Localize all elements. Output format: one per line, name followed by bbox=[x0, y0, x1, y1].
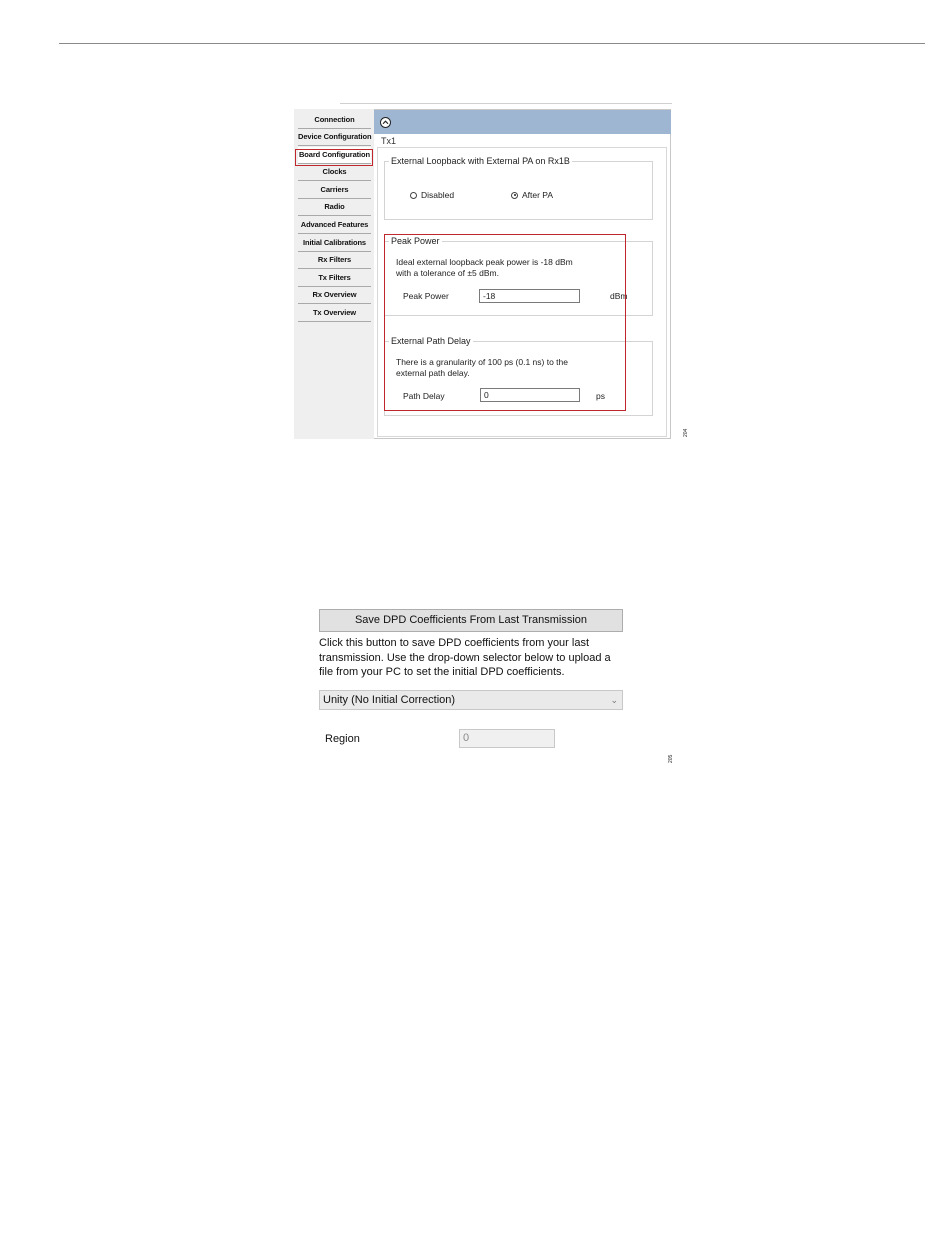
highlight-box bbox=[384, 234, 626, 411]
path-delay-unit: ps bbox=[596, 391, 605, 401]
chevron-down-icon[interactable]: ⌄ bbox=[610, 695, 618, 705]
path-delay-group-title: External Path Delay bbox=[391, 336, 471, 346]
radio-after-pa[interactable] bbox=[511, 190, 553, 200]
sidebar-item-rx-overview[interactable]: Rx Overview bbox=[298, 287, 371, 304]
tx-label: Tx1 bbox=[381, 136, 397, 146]
dpd-select-value: Unity (No Initial Correction) bbox=[323, 694, 456, 706]
radio-disabled-label: Disabled bbox=[421, 190, 455, 200]
peak-power-desc-line: Ideal external loopback peak power is -18 dBm bbox=[396, 257, 573, 267]
radio-after-pa-circle[interactable] bbox=[511, 192, 518, 199]
panel-header bbox=[374, 110, 671, 134]
peak-power-unit: dBm bbox=[610, 291, 628, 301]
sidebar-item-device-configuration[interactable]: Device Configuration bbox=[298, 129, 371, 146]
sidebar-item-clocks[interactable]: Clocks bbox=[298, 164, 371, 181]
peak-power-input[interactable]: -18 bbox=[479, 289, 580, 303]
path-delay-desc-line: external path delay. bbox=[396, 368, 470, 378]
figure-number: 205 bbox=[668, 754, 674, 763]
region-input[interactable]: 0 bbox=[459, 729, 555, 748]
sidebar-item-initial-calibrations[interactable]: Initial Calibrations bbox=[298, 235, 371, 252]
window-top-border bbox=[340, 103, 672, 104]
sidebar-item-rx-filters[interactable]: Rx Filters bbox=[298, 252, 371, 269]
radio-after-pa-label: After PA bbox=[522, 190, 554, 200]
dpd-description-line: transmission. Use the drop-down selector below to upload a bbox=[319, 651, 611, 664]
dpd-description bbox=[319, 636, 629, 680]
sidebar bbox=[294, 109, 375, 439]
dpd-description-line: file from your PC to set the initial DPD coefficients. bbox=[319, 666, 565, 678]
loopback-group-title: External Loopback with External PA on Rx1B bbox=[391, 156, 570, 166]
sidebar-item-tx-overview[interactable]: Tx Overview bbox=[298, 305, 371, 322]
dpd-description-line: Click this button to save DPD coefficients from your last bbox=[319, 637, 590, 649]
selected-item-highlight bbox=[295, 149, 373, 166]
peak-power-desc-line: with a tolerance of ±5 dBm. bbox=[396, 268, 499, 278]
collapse-icon[interactable] bbox=[380, 117, 391, 128]
page-top-rule bbox=[59, 43, 925, 44]
sidebar-item-carriers[interactable]: Carriers bbox=[298, 182, 371, 199]
sidebar-item-tx-filters[interactable]: Tx Filters bbox=[298, 270, 371, 287]
loopback-group bbox=[384, 156, 653, 220]
radio-disabled-circle[interactable] bbox=[410, 192, 417, 199]
sidebar-item-advanced-features[interactable]: Advanced Features bbox=[298, 217, 371, 234]
sidebar-item-connection[interactable]: Connection bbox=[298, 112, 371, 129]
radio-disabled[interactable] bbox=[410, 190, 454, 200]
sidebar-item-radio[interactable]: Radio bbox=[298, 199, 371, 216]
path-delay-label: Path Delay bbox=[403, 391, 445, 401]
save-dpd-coefficients-button[interactable]: Save DPD Coefficients From Last Transmission bbox=[319, 609, 623, 632]
region-label: Region bbox=[325, 733, 360, 745]
dpd-coefficients-select[interactable] bbox=[319, 690, 623, 710]
configuration-panel bbox=[374, 109, 671, 439]
path-delay-desc-line: There is a granularity of 100 ps (0.1 ns) to the bbox=[396, 357, 568, 367]
path-delay-input[interactable]: 0 bbox=[480, 388, 580, 402]
sidebar-item-board-configuration[interactable]: Board Configuration bbox=[298, 147, 371, 164]
figure-number: 204 bbox=[683, 428, 689, 437]
figure-board-configuration bbox=[294, 103, 689, 439]
peak-power-label: Peak Power bbox=[403, 291, 449, 301]
peak-power-group-title: Peak Power bbox=[391, 236, 440, 246]
figure-dpd-coefficients bbox=[318, 608, 678, 768]
